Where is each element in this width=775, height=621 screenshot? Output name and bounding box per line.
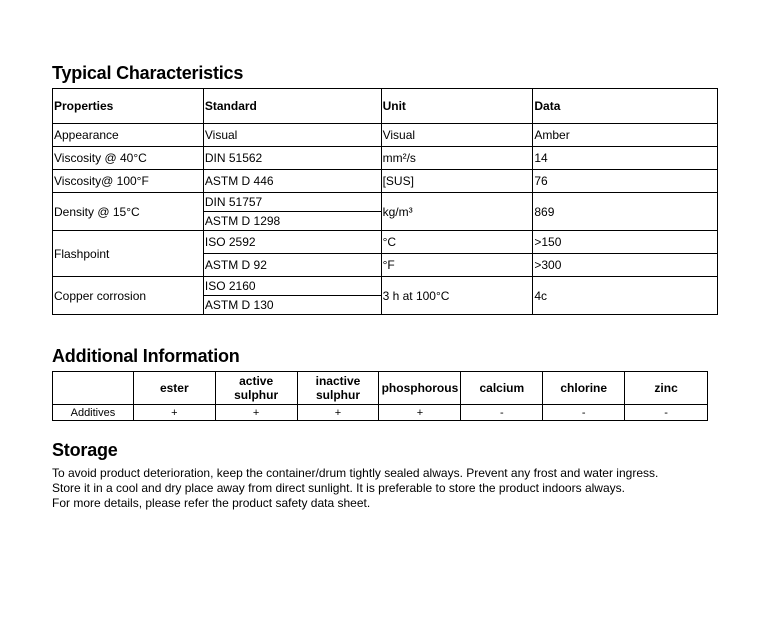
storage-heading: Storage	[52, 440, 118, 460]
unit-cell: Visual	[381, 124, 533, 147]
table-row	[53, 124, 718, 147]
unit-cell: [SUS]	[381, 170, 533, 193]
data-cell: >150	[533, 231, 718, 254]
header-chlorine: chlorine	[543, 372, 625, 405]
table-row	[53, 147, 718, 170]
value-chlorine: -	[543, 405, 625, 421]
typical-characteristics-table	[52, 88, 718, 315]
data-cell: 76	[533, 170, 718, 193]
header-unit: Unit	[381, 89, 533, 124]
standard-cell: ISO 2592	[203, 231, 381, 254]
standard-cell: DIN 51757	[203, 193, 381, 212]
property-cell: Flashpoint	[53, 231, 204, 277]
header-active-sulphur: active sulphur	[215, 372, 297, 405]
unit-cell: kg/m³	[381, 193, 533, 231]
standard-cell: ASTM D 446	[203, 170, 381, 193]
property-cell: Copper corrosion	[53, 277, 204, 315]
unit-cell: mm²/s	[381, 147, 533, 170]
value-phosphorous: +	[379, 405, 461, 421]
empty-header-cell	[53, 372, 134, 405]
unit-cell: °C	[381, 231, 533, 254]
table-row	[53, 231, 718, 254]
header-standard: Standard	[203, 89, 381, 124]
value-active-sulphur: +	[215, 405, 297, 421]
standard-cell: Visual	[203, 124, 381, 147]
standard-cell: ASTM D 130	[203, 296, 381, 315]
additives-table	[52, 371, 708, 421]
property-cell: Appearance	[53, 124, 204, 147]
standard-cell: ASTM D 1298	[203, 212, 381, 231]
data-cell: 869	[533, 193, 718, 231]
storage-line: To avoid product deterioration, keep the container/drum tightly sealed always. Prevent any frost and water ingress.	[52, 466, 659, 480]
data-cell: >300	[533, 254, 718, 277]
header-ester: ester	[133, 372, 215, 405]
header-calcium: calcium	[461, 372, 543, 405]
additional-information-heading: Additional Information	[52, 346, 240, 366]
storage-line: Store it in a cool and dry place away from direct sunlight. It is preferable to store the product indoors always.	[52, 481, 625, 495]
header-data: Data	[533, 89, 718, 124]
typical-characteristics-heading: Typical Characteristics	[52, 63, 244, 83]
table-row	[53, 170, 718, 193]
storage-paragraph	[52, 466, 732, 511]
standard-cell: DIN 51562	[203, 147, 381, 170]
additives-row-label: Additives	[53, 405, 134, 421]
value-zinc: -	[625, 405, 708, 421]
additives-header-row	[53, 372, 708, 405]
header-properties: Properties	[53, 89, 204, 124]
unit-cell: 3 h at 100°C	[381, 277, 533, 315]
value-calcium: -	[461, 405, 543, 421]
property-cell: Viscosity@ 100°F	[53, 170, 204, 193]
standard-cell: ASTM D 92	[203, 254, 381, 277]
table-header-row	[53, 89, 718, 124]
data-cell: 4c	[533, 277, 718, 315]
additives-values-row	[53, 405, 708, 421]
value-ester: +	[133, 405, 215, 421]
table-row	[53, 193, 718, 212]
storage-line: For more details, please refer the product safety data sheet.	[52, 496, 371, 510]
property-cell: Density @ 15°C	[53, 193, 204, 231]
data-cell: Amber	[533, 124, 718, 147]
unit-cell: °F	[381, 254, 533, 277]
property-cell: Viscosity @ 40°C	[53, 147, 204, 170]
header-zinc: zinc	[625, 372, 708, 405]
standard-cell: ISO 2160	[203, 277, 381, 296]
header-inactive-sulphur: inactive sulphur	[297, 372, 379, 405]
header-phosphorous: phosphorous	[379, 372, 461, 405]
value-inactive-sulphur: +	[297, 405, 379, 421]
table-row	[53, 277, 718, 296]
data-cell: 14	[533, 147, 718, 170]
